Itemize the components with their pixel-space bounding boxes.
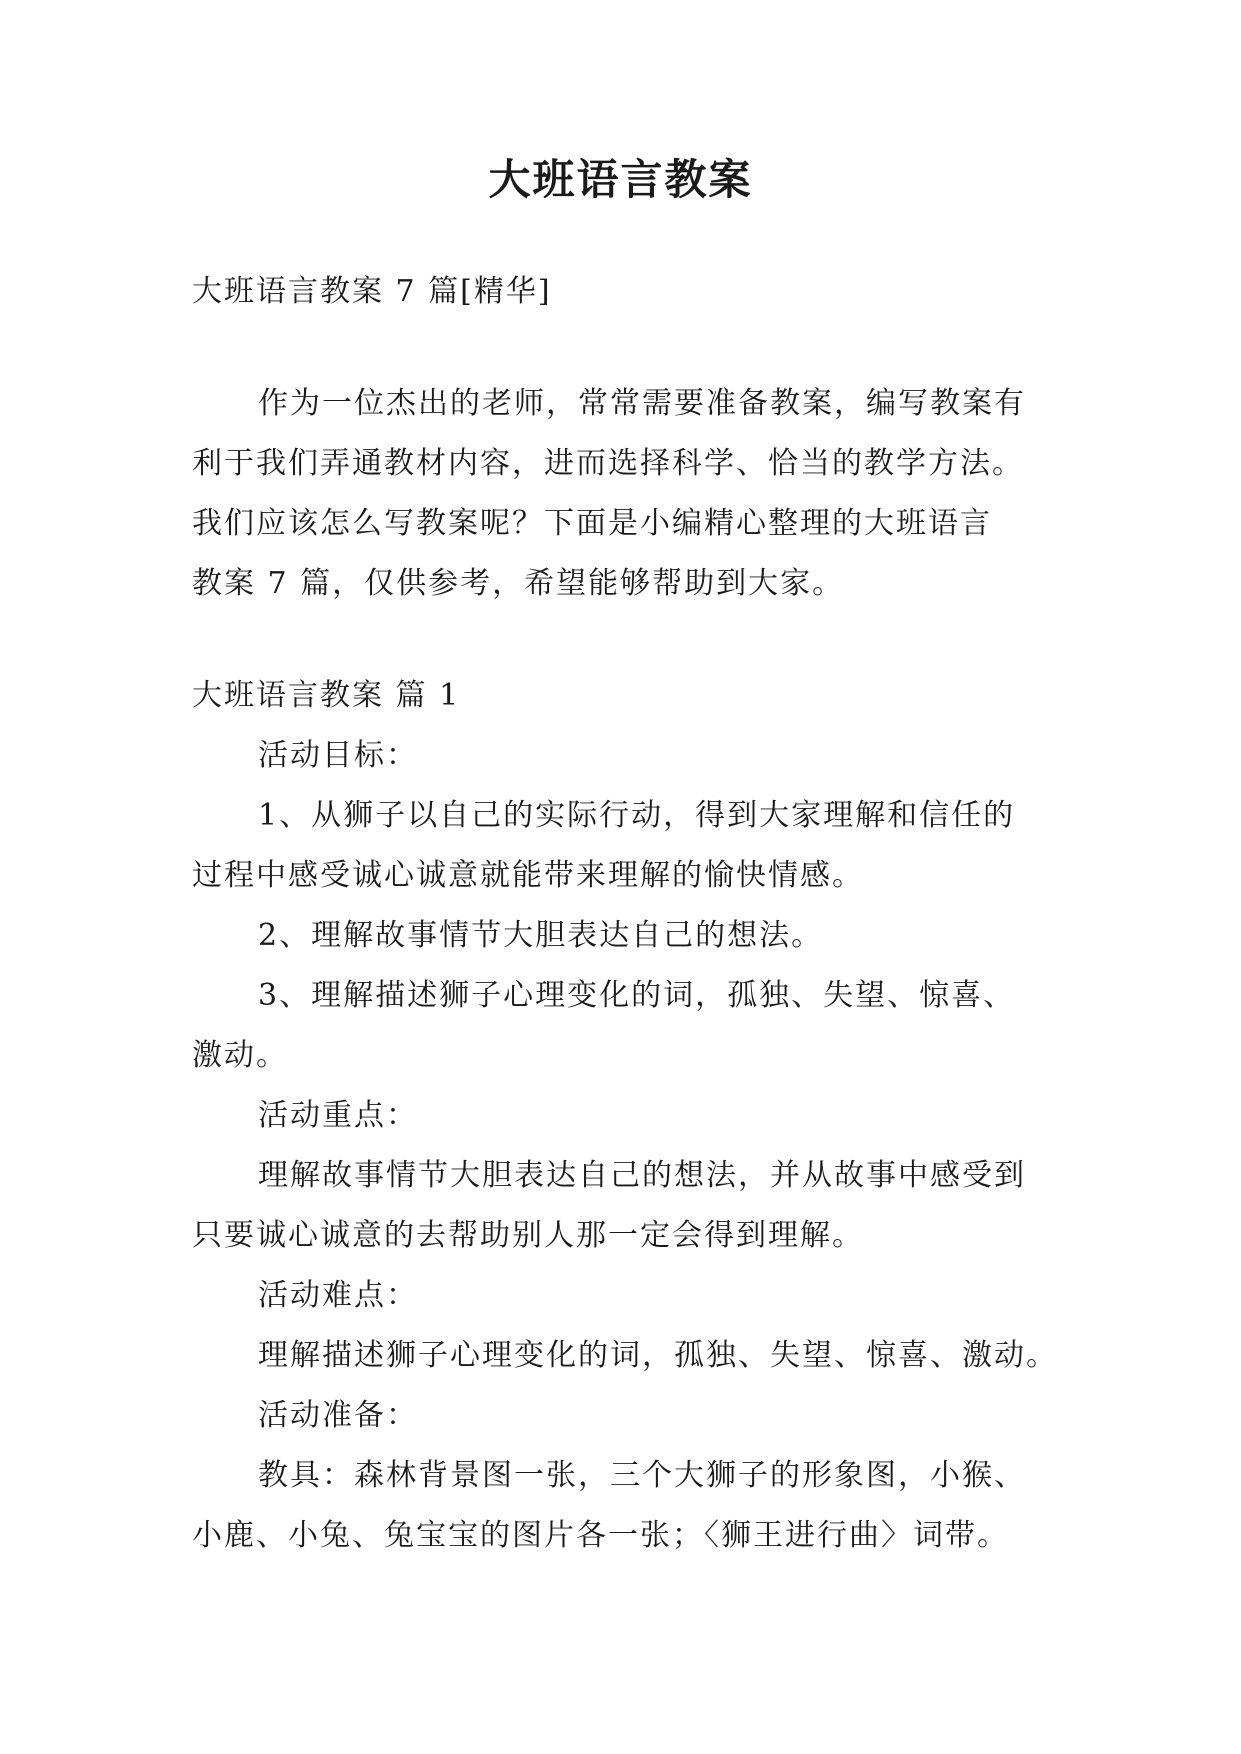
document-title: 大班语言教案 [488, 155, 753, 204]
section-line: 过程中感受诚心诚意就能带来理解的愉快情感。 [192, 858, 864, 893]
section-line: 理解故事情节大胆表达自己的想法，并从故事中感受到 [258, 1158, 1026, 1193]
section-line: 小鹿、小兔、兔宝宝的图片各一张；〈狮王进行曲〉词带。 [192, 1518, 1009, 1553]
section-line: 活动目标： [258, 738, 418, 773]
section-heading: 大班语言教案 篇 1 [192, 678, 461, 713]
document-subtitle: 大班语言教案 7 篇[精华] [192, 274, 552, 309]
section-line: 1、从狮子以自己的实际行动，得到大家理解和信任的 [258, 798, 1016, 833]
section-line: 活动难点： [258, 1278, 418, 1313]
section-line: 只要诚心诚意的去帮助别人那一定会得到理解。 [192, 1218, 864, 1253]
section-1 [192, 666, 1072, 1566]
section-line: 2、理解故事情节大胆表达自己的想法。 [258, 918, 824, 953]
section-line: 理解描述狮子心理变化的词，孤独、失望、惊喜、激动。 [258, 1338, 1058, 1373]
intro-paragraph [192, 374, 1072, 614]
intro-line: 作为一位杰出的老师，常常需要准备教案，编写教案有 [258, 386, 1026, 421]
intro-line: 我们应该怎么写教案呢？下面是小编精心整理的大班语言 [192, 506, 992, 541]
section-line: 教具：森林背景图一张，三个大狮子的形象图，小猴、 [258, 1458, 1026, 1493]
section-line: 活动准备： [258, 1398, 418, 1433]
section-line: 激动。 [192, 1038, 288, 1073]
section-line: 活动重点： [258, 1098, 418, 1133]
section-body [192, 726, 1072, 1566]
document-body [192, 262, 1072, 1566]
intro-line: 利于我们弄通教材内容，进而选择科学、恰当的教学方法。 [192, 446, 1024, 481]
section-line: 3、理解描述狮子心理变化的词，孤独、失望、惊喜、 [258, 978, 1016, 1013]
intro-line: 教案 7 篇，仅供参考，希望能够帮助到大家。 [192, 566, 845, 601]
